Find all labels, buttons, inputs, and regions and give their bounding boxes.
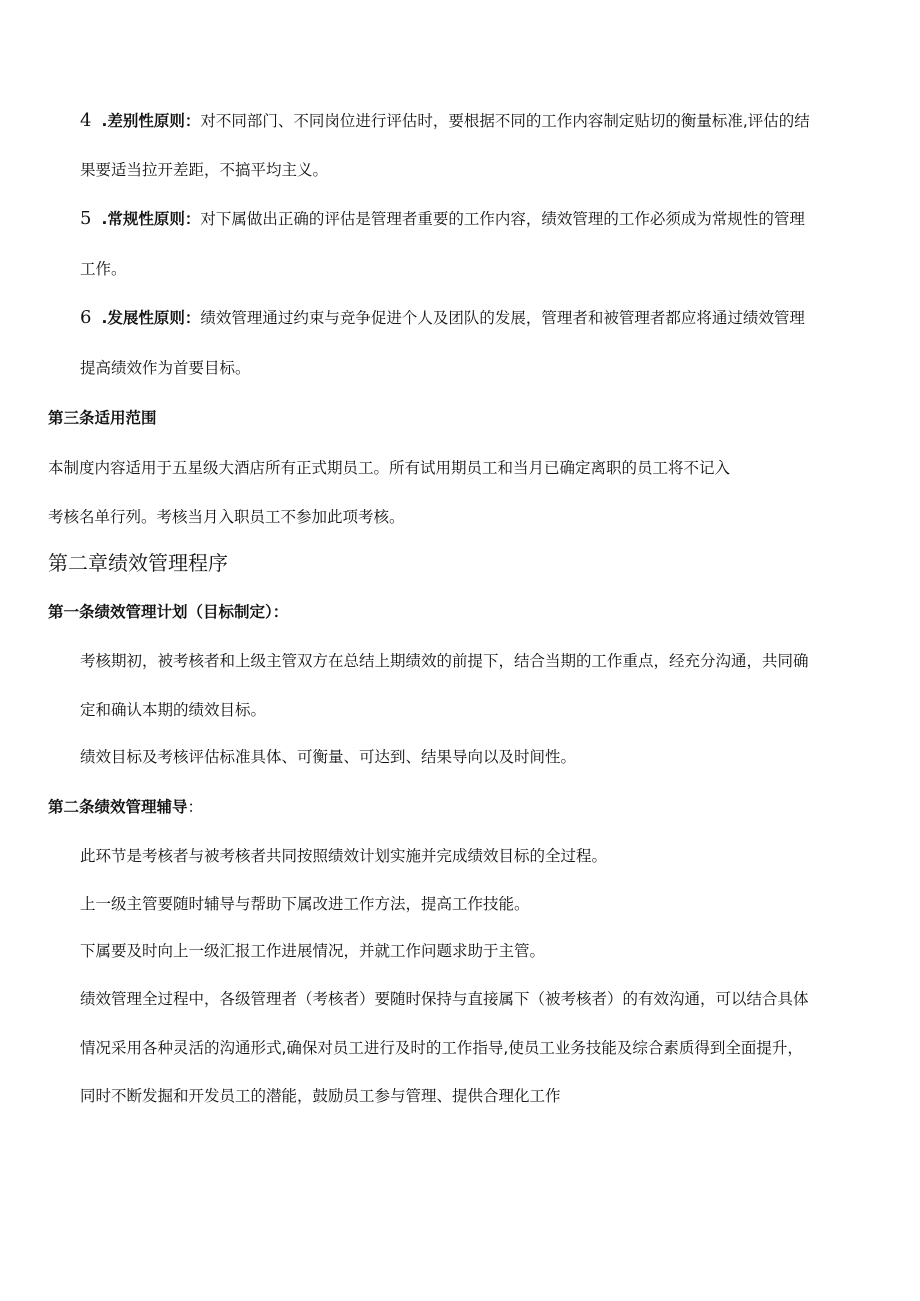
principle-number: 4 xyxy=(80,110,92,131)
article-2-paragraph-1: 此环节是考核者与被考核者共同按照绩效计划实施并完成绩效目标的全过程。 xyxy=(80,847,608,865)
article-2-paragraph-4-continuation: 情况采用各种灵活的沟通形式,确保对员工进行及时的工作指导,使员工业务技能及综合素质得到全面提升， xyxy=(80,1039,803,1057)
article-2-paragraph-2: 上一级主管要随时辅导与帮助下属改进工作方法，提高工作技能。 xyxy=(80,895,530,913)
chapter-2-article-1-heading: 第一条绩效管理计划（目标制定）： xyxy=(48,603,289,621)
principle-text: 绩效管理通过约束与竞争促进个人及团队的发展，管理者和被管理者都应将通过绩效管理 xyxy=(200,309,805,327)
article-1-paragraph-2: 绩效目标及考核评估标准具体、可衡量、可达到、结果导向以及时间性。 xyxy=(80,748,577,766)
principle-number: 5 xyxy=(80,208,92,229)
principle-title: .差别性原则： xyxy=(101,112,201,130)
article-1-paragraph-1-continuation: 定和确认本期的绩效目标。 xyxy=(80,701,267,719)
principle-5-line xyxy=(80,209,805,229)
principle-4-continuation: 果要适当拉开差距，不搞平均主义。 xyxy=(80,161,329,179)
article-3-text-line-1: 本制度内容适用于五星级大酒店所有正式期员工。所有试用期员工和当月已确定离职的员工将不记入 xyxy=(48,459,731,477)
principle-6-continuation: 提高绩效作为首要目标。 xyxy=(80,359,251,377)
principle-4-line xyxy=(80,111,810,131)
principle-text: 对下属做出正确的评估是管理者重要的工作内容，绩效管理的工作必须成为常规性的管理 xyxy=(200,210,805,228)
article-1-paragraph-1: 考核期初，被考核者和上级主管双方在总结上期绩效的前提下，结合当期的工作重点，经充分沟通，共同确 xyxy=(80,652,809,670)
article-2-heading-title: 第二条绩效管理辅导 xyxy=(48,798,188,816)
article-2-paragraph-4: 绩效管理全过程中，各级管理者（考核者）要随时保持与直接属下（被考核者）的有效沟通，可以结合具体 xyxy=(80,990,809,1008)
chapter-2-title: 第二章绩效管理程序 xyxy=(48,551,228,575)
principle-6-line xyxy=(80,308,805,328)
article-2-paragraph-4-continuation-2: 同时不断发掘和开发员工的潜能，鼓励员工参与管理、提供合理化工作 xyxy=(80,1087,561,1105)
principle-title: .发展性原则： xyxy=(101,309,201,327)
principle-text: 对不同部门、不同岗位进行评估时，要根据不同的工作内容制定贴切的衡量标准,评估的结 xyxy=(200,112,810,130)
chapter-2-article-2-heading xyxy=(48,797,203,817)
article-2-paragraph-3: 下属要及时向上一级汇报工作进展情况，并就工作问题求助于主管。 xyxy=(80,942,546,960)
article-3-heading: 第三条适用范围 xyxy=(48,409,157,427)
principle-title: .常规性原则： xyxy=(101,210,201,228)
principle-number: 6 xyxy=(80,307,92,328)
principle-5-continuation: 工作。 xyxy=(80,260,127,278)
article-2-heading-colon: ： xyxy=(187,798,204,816)
article-3-text-line-2: 考核名单行列。考核当月入职员工不参加此项考核。 xyxy=(48,508,405,526)
